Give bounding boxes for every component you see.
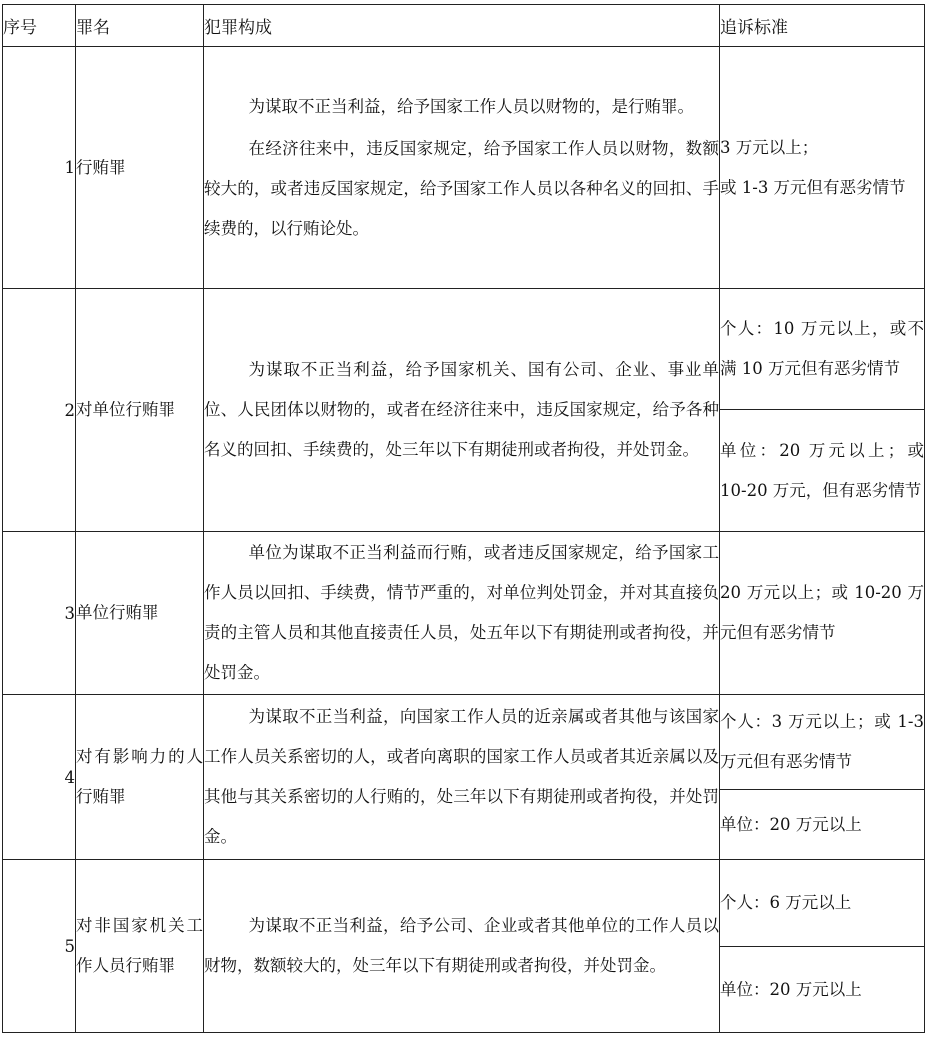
header-no: 序号: [3, 5, 76, 47]
crime-name: 行贿罪: [76, 47, 204, 289]
row-number: 2: [3, 289, 76, 532]
crime-description: [204, 47, 720, 289]
prosecution-standard: 3 万元以上； 或 1-3 万元但有恶劣情节: [720, 47, 925, 289]
description-paragraph: 单位为谋取不正当利益而行贿，或者违反国家规定，给予国家工作人员以回扣、手续费，情节严重的，对单位判处罚金，并对其直接负责的主管人员和其他直接责任人员，处五年以下有期徒刑或者拘役，并处罚金。: [204, 543, 719, 682]
prosecution-standard: 20 万元以上；或 10-20 万元但有恶劣情节: [720, 532, 925, 695]
description-paragraph: 为谋取不正当利益，给予公司、企业或者其他单位的工作人员以财物，数额较大的，处三年以下有期徒刑或者拘役，并处罚金。: [204, 916, 719, 975]
prosecution-standard-unit: 单位：20 万元以上；或 10-20 万元，但有恶劣情节: [720, 410, 925, 532]
crime-name: 对非国家机关工作人员行贿罪: [76, 860, 204, 1033]
prosecution-standard-unit: 单位：20 万元以上: [720, 947, 925, 1033]
crime-description: [204, 695, 720, 860]
row-number: 3: [3, 532, 76, 695]
header-standard: 追诉标准: [720, 5, 925, 47]
prosecution-standard-unit: 单位：20 万元以上: [720, 790, 925, 860]
row-number: 5: [3, 860, 76, 1033]
row-number: 1: [3, 47, 76, 289]
table-header-row: [3, 5, 925, 47]
prosecution-standard-individual: 个人：3 万元以上；或 1-3 万元但有恶劣情节: [720, 695, 925, 790]
table-row: [3, 289, 925, 410]
header-name: 罪名: [76, 5, 204, 47]
table-row: [3, 47, 925, 289]
crime-name: 对单位行贿罪: [76, 289, 204, 532]
description-paragraph: 在经济往来中，违反国家规定，给予国家工作人员以财物，数额较大的，或者违反国家规定，给予国家工作人员以各种名义的回扣、手续费的，以行贿论处。: [204, 138, 719, 238]
table-row: [3, 695, 925, 790]
row-number: 4: [3, 695, 76, 860]
crime-name: 对有影响力的人行贿罪: [76, 695, 204, 860]
prosecution-standard-individual: 个人：6 万元以上: [720, 860, 925, 947]
table-row: [3, 532, 925, 695]
description-paragraph: 为谋取不正当利益，给予国家机关、国有公司、企业、事业单位、人民团体以财物的，或者在经济往来中，违反国家规定，给予各种名义的回扣、手续费的，处三年以下有期徒刑或者拘役，并处罚金。: [204, 360, 719, 459]
prosecution-standards-table: [2, 4, 925, 1033]
crime-description: [204, 532, 720, 695]
table-row: [3, 860, 925, 947]
crime-name: 单位行贿罪: [76, 532, 204, 695]
crime-description: [204, 860, 720, 1033]
description-paragraph: 为谋取不正当利益，向国家工作人员的近亲属或者其他与该国家工作人员关系密切的人，或者向离职的国家工作人员或者其近亲属以及其他与其关系密切的人行贿的，处三年以下有期徒刑或者拘役，并处罚金。: [204, 707, 719, 846]
description-paragraph: 为谋取不正当利益，给予国家工作人员以财物的，是行贿罪。: [248, 96, 695, 116]
header-description: 犯罪构成: [204, 5, 720, 47]
crime-description: [204, 289, 720, 532]
prosecution-standard-individual: 个人：10 万元以上，或不满 10 万元但有恶劣情节: [720, 289, 925, 410]
